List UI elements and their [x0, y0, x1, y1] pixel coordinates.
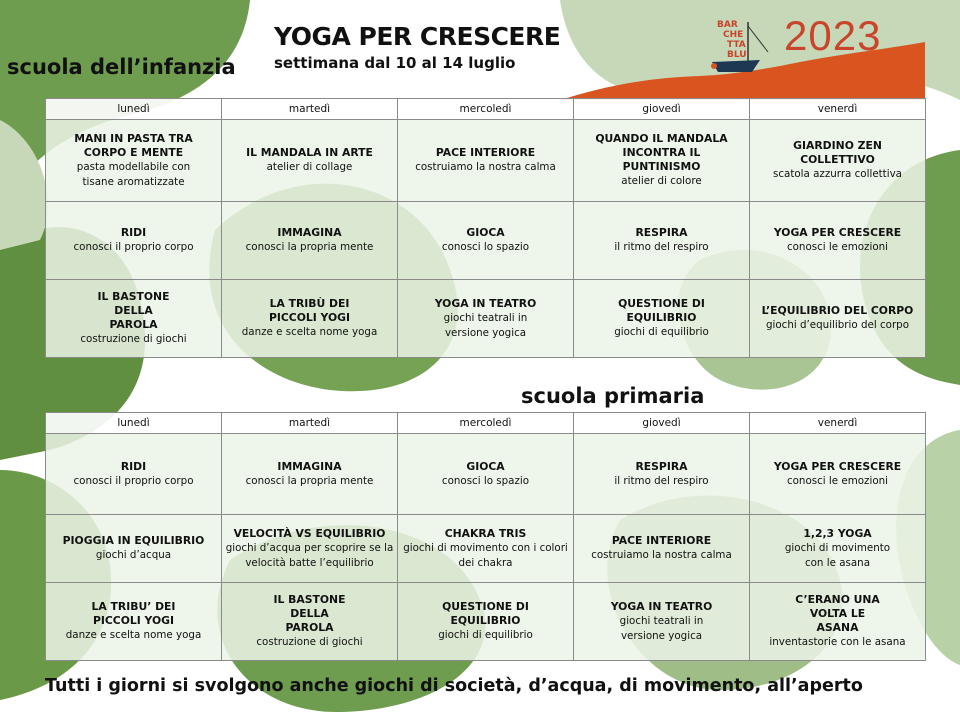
- activity-cell: [46, 120, 222, 202]
- logo-text: BAR CHE TTA BLU: [717, 20, 747, 60]
- activity-desc: danze e scelta nome yoga: [241, 326, 378, 338]
- activity-desc: giochi teatrali in versione yogica: [443, 311, 528, 339]
- activity-desc: costruzione di giochi: [256, 636, 363, 648]
- table-row: [46, 280, 926, 358]
- table-row: [46, 202, 926, 280]
- activity-title: C’ERANO UNA VOLTA LE ASANA: [795, 593, 880, 634]
- activity-title: IL BASTONE DELLA PAROLA: [273, 593, 346, 634]
- activity-title: IMMAGINA: [277, 226, 342, 239]
- activity-cell: [750, 120, 926, 202]
- activity-cell: [46, 202, 222, 280]
- activity-desc: il ritmo del respiro: [614, 474, 709, 487]
- activity-desc: conosci la propria mente: [245, 474, 374, 487]
- activity-desc: conosci lo spazio: [441, 241, 530, 253]
- activity-cell: [46, 583, 222, 661]
- day-header: venerdì: [750, 99, 926, 120]
- activity-cell: [222, 202, 398, 280]
- activity-cell: [398, 434, 574, 515]
- activity-cell: [574, 434, 750, 515]
- activity-desc: giochi d’acqua: [95, 549, 172, 561]
- activity-cell: [222, 120, 398, 202]
- activity-cell: [574, 280, 750, 358]
- day-header: giovedì: [574, 99, 750, 120]
- activity-desc: costruzione di giochi: [80, 333, 187, 345]
- activity-cell: [398, 202, 574, 280]
- activity-title: LA TRIBÙ DEI PICCOLI YOGI: [268, 297, 351, 324]
- activity-title: QUESTIONE DI EQUILIBRIO: [442, 600, 529, 627]
- activity-title: YOGA IN TEATRO: [610, 599, 713, 613]
- activity-desc: costruiamo la nostra calma: [415, 161, 556, 173]
- activity-desc: giochi di equilibrio: [614, 326, 709, 338]
- activity-title: YOGA PER CRESCERE: [773, 226, 902, 239]
- activity-title: LA TRIBU’ DEI PICCOLI YOGI: [91, 600, 176, 627]
- activity-cell: [222, 280, 398, 358]
- activity-cell: [222, 583, 398, 661]
- section-title-primaria: scuola primaria: [521, 384, 705, 408]
- boat-hull-icon: [712, 60, 760, 72]
- activity-cell: [750, 202, 926, 280]
- page-subtitle: settimana dal 10 al 14 luglio: [274, 54, 516, 72]
- activity-cell: [750, 434, 926, 515]
- activity-title: RESPIRA: [635, 459, 688, 473]
- activity-cell: [222, 515, 398, 583]
- activity-cell: [750, 280, 926, 358]
- activity-desc: giochi di movimento con i colori dei chakra: [403, 541, 568, 569]
- day-header: giovedì: [574, 413, 750, 434]
- activity-desc: giochi d’acqua per scoprire se la velocità batte l’equilibrio: [225, 541, 394, 569]
- page-title: YOGA PER CRESCERE: [274, 22, 561, 51]
- activity-cell: [574, 515, 750, 583]
- activity-title: GIARDINO ZEN COLLETTIVO: [793, 139, 882, 166]
- activity-desc: il ritmo del respiro: [614, 241, 709, 253]
- activity-title: 1,2,3 YOGA: [803, 526, 872, 540]
- activity-desc: atelier di colore: [621, 175, 702, 187]
- activity-cell: [46, 515, 222, 583]
- activity-desc: giochi d’equilibrio del corpo: [765, 319, 910, 331]
- activity-title: MANI IN PASTA TRA CORPO E MENTE: [74, 131, 193, 159]
- activity-title: VELOCITÀ VS EQUILIBRIO: [233, 526, 386, 540]
- activity-title: CHAKRA TRIS: [444, 526, 527, 540]
- activity-title: RESPIRA: [635, 226, 688, 239]
- activity-desc: inventastorie con le asana: [769, 636, 906, 648]
- activity-cell: [398, 280, 574, 358]
- table-row: [46, 515, 926, 583]
- activity-title: PIOGGIA IN EQUILIBRIO: [62, 534, 205, 547]
- activity-title: PACE INTERIORE: [611, 534, 712, 547]
- activity-cell: [574, 120, 750, 202]
- activity-desc: danze e scelta nome yoga: [65, 629, 202, 641]
- day-header: venerdì: [750, 413, 926, 434]
- activity-title: YOGA IN TEATRO: [434, 296, 537, 310]
- day-header: mercoledì: [398, 99, 574, 120]
- activity-desc: conosci la propria mente: [245, 241, 374, 253]
- activity-title: RIDI: [120, 459, 147, 473]
- schedule-table-infanzia: [45, 98, 926, 358]
- table-row: [46, 120, 926, 202]
- schedule-table-primaria: [45, 412, 926, 661]
- table-header-row: [46, 413, 926, 434]
- activity-cell: [574, 202, 750, 280]
- activity-desc: conosci il proprio corpo: [73, 241, 194, 253]
- activity-cell: [398, 515, 574, 583]
- activity-desc: costruiamo la nostra calma: [591, 549, 732, 561]
- activity-title: IL BASTONE DELLA PAROLA: [97, 290, 170, 331]
- table-header-row: [46, 99, 926, 120]
- section-title-infanzia: scuola dell’infanzia: [7, 55, 236, 79]
- activity-title: IMMAGINA: [277, 459, 342, 473]
- day-header: mercoledì: [398, 413, 574, 434]
- activity-desc: conosci il proprio corpo: [73, 474, 194, 487]
- activity-title: QUANDO IL MANDALA INCONTRA IL PUNTINISMO: [595, 132, 728, 173]
- year-label: 2023: [784, 12, 882, 59]
- activity-cell: [574, 583, 750, 661]
- activity-cell: [398, 120, 574, 202]
- activity-cell: [750, 515, 926, 583]
- activity-desc: scatola azzurra collettiva: [773, 168, 902, 180]
- activity-title: QUESTIONE DI EQUILIBRIO: [618, 297, 705, 324]
- activity-title: L’EQUILIBRIO DEL CORPO: [761, 304, 914, 317]
- footer-note: Tutti i giorni si svolgono anche giochi di società, d’acqua, di movimento, all’aperto: [45, 676, 863, 696]
- activity-desc: conosci le emozioni: [786, 241, 889, 253]
- activity-cell: [398, 583, 574, 661]
- activity-cell: [750, 583, 926, 661]
- activity-title: GIOCA: [466, 459, 505, 473]
- day-header: lunedì: [46, 413, 222, 434]
- activity-desc: pasta modellabile con tisane aromatizzate: [76, 160, 191, 188]
- activity-desc: atelier di collage: [266, 161, 353, 173]
- activity-title: GIOCA: [466, 226, 505, 239]
- table-row: [46, 583, 926, 661]
- activity-desc: giochi teatrali in versione yogica: [619, 614, 704, 642]
- activity-desc: giochi di equilibrio: [438, 629, 533, 641]
- day-header: lunedì: [46, 99, 222, 120]
- activity-cell: [46, 434, 222, 515]
- activity-cell: [46, 280, 222, 358]
- activity-title: YOGA PER CRESCERE: [773, 459, 902, 473]
- activity-desc: conosci le emozioni: [786, 474, 889, 487]
- activity-cell: [222, 434, 398, 515]
- day-header: martedì: [222, 413, 398, 434]
- activity-desc: conosci lo spazio: [441, 474, 530, 487]
- activity-title: PACE INTERIORE: [435, 146, 536, 159]
- table-row: [46, 434, 926, 515]
- activity-desc: giochi di movimento con le asana: [784, 541, 891, 569]
- activity-title: RIDI: [120, 226, 147, 239]
- activity-title: IL MANDALA IN ARTE: [246, 146, 373, 159]
- day-header: martedì: [222, 99, 398, 120]
